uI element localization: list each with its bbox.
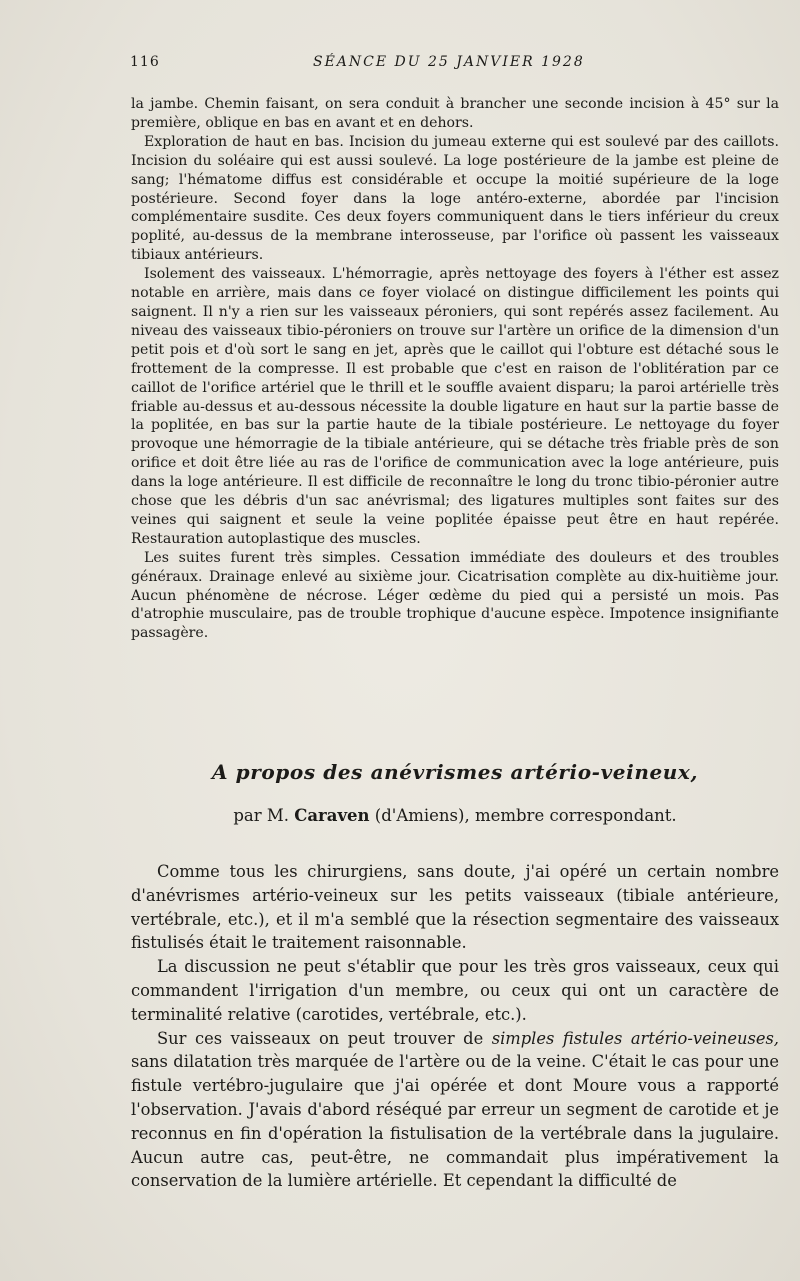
paragraph: La discussion ne peut s'établir que pour les très gros vaisseaux, ceux qui commandent l'irrigation d'un membre, ou ceux qui ont un caractère de terminalité relative (carotides, vertébrale, etc.). [131, 957, 779, 1024]
byline [131, 806, 779, 825]
byline-par: par M. [233, 806, 289, 825]
paragraph [131, 1027, 779, 1194]
paragraph: la jambe. Chemin faisant, on sera conduit à brancher une seconde incision à 45° sur la première, oblique en bas en avant et en dehors. [131, 96, 779, 131]
article-body [131, 860, 779, 1193]
paragraph: Isolement des vaisseaux. L'hémorragie, après nettoyage des foyers à l'éther est assez notable en arrière, mais dans ce foyer violacé on distingue difficilement les points qui saignent. Il n'y a rien sur les vaisseaux péroniers, qui sont repérés assez facilement. Au niveau des vaisseaux tibio-péroniers on trouve sur l'artère un orifice de la dimension d'un petit pois et d'où sort le sang en jet, après que le caillot qui l'obture est détaché sous le frottement de la compresse. Il est probable que c'est en raison de l'oblitération par ce caillot de l'orifice artériel que le thrill et le souffle avaient disparu; la paroi artérielle très friable au-dessus et au-dessous nécessite la double ligature en haut sur la partie basse de la poplitée, en bas sur la partie haute de la tibiale postérieure. Le nettoyage du foyer provoque une hémorragie de la tibiale antérieure, qui se détache très friable près de son orifice et doit être liée au ras de l'orifice de communication avec la loge antérieure, puis dans la loge antérieure. Il est difficile de reconnaître le long du tronc tibio-péronier autre chose que les débris d'un sac anévrismal; des ligatures multiples sont faites sur des veines qui saignent et seule la veine poplitée épaisse peut être en haut repérée. Restauration autoplastique des muscles. [131, 266, 779, 547]
paragraph: Comme tous les chirurgiens, sans doute, j'ai opéré un certain nombre d'anévrismes artério-veineux sur les petits vaisseaux (tibiale antérieure, vertébrale, etc.), et il m'a semblé que la résection segmentaire des vaisseaux fistulisés était le traitement raisonnable. [131, 862, 779, 953]
paragraph-end: sans dilatation très marquée de l'artère ou de la veine. C'était le cas pour une fistule vertébro-jugulaire que j'ai opérée et dont Moure vous a rapporté l'observation. J'avais d'abord réséqué par erreur un segment de carotide et je reconnus en fin d'opération la fistulisation de la vertébrale dans la jugulaire. Aucun autre cas, peut-être, ne commandait plus impérativement la conservation de la lumière artérielle. Et cependant la difficulté de [131, 1052, 779, 1191]
paragraph: Exploration de haut en bas. Incision du jumeau externe qui est soulevé par des caillots. Incision du soléaire qui est aussi soulevé. La loge postérieure de la jambe est pleine de sang; l'hématome diffus est considérable et occupe la moitié supérieure de la loge postérieure. Second foyer dans la loge antéro-externe, abordée par l'incision complémentaire susdite. Ces deux foyers communiquent dans le tiers inférieur du creux poplité, au-dessus de la membrane interosseuse, par l'orifice où passent les vaisseaux tibiaux antérieurs. [131, 133, 779, 264]
byline-author: Caraven [294, 806, 370, 825]
running-title: SÉANCE DU 25 JANVIER 1928 [313, 54, 585, 70]
paragraph-start: Sur ces vaisseaux on peut trouver de [157, 1028, 484, 1048]
italic-term: simples fistules artério-veineuses, [491, 1028, 779, 1048]
prior-article-text [131, 95, 779, 643]
byline-affiliation: (d'Amiens), membre correspondant. [374, 806, 677, 825]
running-head [130, 54, 780, 76]
article-title: A propos des anévrismes artério-veineux, [211, 760, 699, 784]
page-number: 116 [130, 54, 160, 70]
paragraph: Les suites furent très simples. Cessation immédiate des douleurs et des troubles généraux. Drainage enlevé au sixième jour. Cicatrisation complète au dix-huitième jour. Aucun phénomène de nécrose. Léger œdème du pied qui a persisté un mois. Pas d'atrophie musculaire, pas de trouble trophique d'aucune espèce. Impotence insignifiante passagère. [131, 549, 779, 642]
